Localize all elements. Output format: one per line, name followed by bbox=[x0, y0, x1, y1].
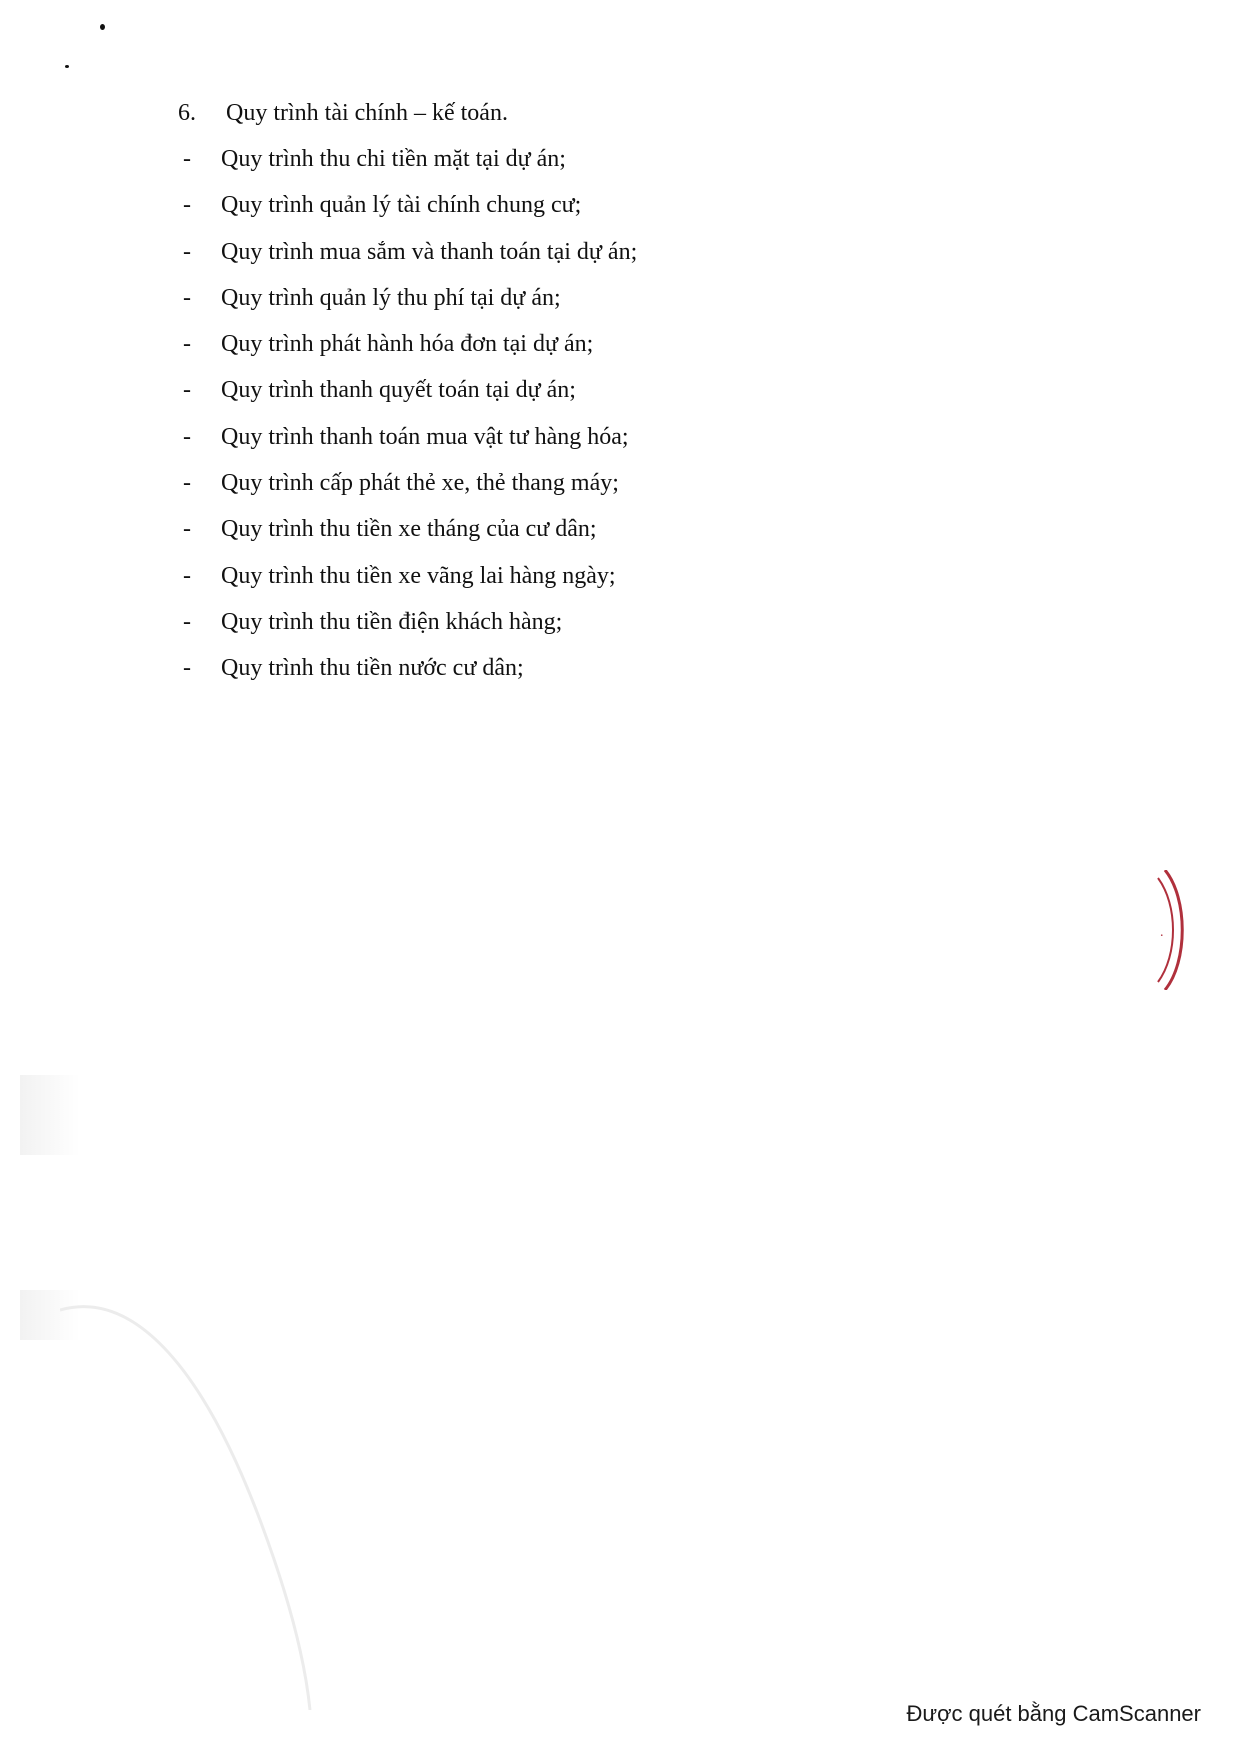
list-item bbox=[183, 375, 637, 421]
svg-text:.: . bbox=[1160, 925, 1164, 940]
list-item-text: Quy trình thu tiền xe vãng lai hàng ngày; bbox=[221, 562, 616, 589]
list-item-text: Quy trình phát hành hóa đơn tại dự án; bbox=[221, 331, 594, 358]
bullet-dash: - bbox=[183, 331, 191, 358]
bullet-dash: - bbox=[183, 562, 191, 589]
scan-speck bbox=[65, 65, 69, 68]
list-item bbox=[183, 653, 637, 699]
list-item bbox=[183, 237, 637, 283]
bullet-dash: - bbox=[183, 423, 191, 450]
list-item bbox=[183, 561, 637, 607]
list-item-text: Quy trình thu tiền điện khách hàng; bbox=[221, 608, 563, 635]
section-number: 6. bbox=[178, 100, 196, 126]
bullet-dash: - bbox=[183, 284, 191, 311]
list-item bbox=[183, 283, 637, 329]
procedure-list bbox=[183, 144, 637, 700]
bullet-dash: - bbox=[183, 516, 191, 543]
list-item bbox=[183, 514, 637, 560]
scan-speck bbox=[100, 24, 105, 30]
list-item bbox=[183, 422, 637, 468]
list-item bbox=[183, 329, 637, 375]
scan-shadow bbox=[20, 1075, 80, 1155]
bullet-dash: - bbox=[183, 192, 191, 219]
stamp-edge-mark bbox=[1150, 870, 1200, 990]
list-item-text: Quy trình thu chi tiền mặt tại dự án; bbox=[221, 146, 566, 172]
scan-shadow-curve bbox=[60, 1290, 320, 1710]
section-heading bbox=[178, 98, 508, 128]
list-item-text: Quy trình thanh toán mua vật tư hàng hóa; bbox=[221, 423, 629, 450]
bullet-dash: - bbox=[183, 655, 191, 682]
list-item bbox=[183, 468, 637, 514]
bullet-dash: - bbox=[183, 470, 191, 497]
list-item bbox=[183, 607, 637, 653]
bullet-dash: - bbox=[183, 146, 191, 172]
bullet-dash: - bbox=[183, 238, 191, 265]
bullet-dash: - bbox=[183, 608, 191, 635]
list-item bbox=[183, 190, 637, 236]
list-item-text: Quy trình thu tiền xe tháng của cư dân; bbox=[221, 516, 597, 543]
list-item-text: Quy trình quản lý thu phí tại dự án; bbox=[221, 284, 561, 311]
list-item bbox=[183, 144, 637, 190]
list-item-text: Quy trình quản lý tài chính chung cư; bbox=[221, 192, 582, 219]
list-item-text: Quy trình thanh quyết toán tại dự án; bbox=[221, 377, 576, 404]
scanner-watermark: Được quét bằng CamScanner bbox=[906, 1701, 1201, 1726]
list-item-text: Quy trình mua sắm và thanh toán tại dự án; bbox=[221, 238, 638, 265]
list-item-text: Quy trình cấp phát thẻ xe, thẻ thang máy; bbox=[221, 470, 619, 497]
section-title: Quy trình tài chính – kế toán. bbox=[226, 100, 508, 126]
list-item-text: Quy trình thu tiền nước cư dân; bbox=[221, 655, 524, 682]
bullet-dash: - bbox=[183, 377, 191, 404]
